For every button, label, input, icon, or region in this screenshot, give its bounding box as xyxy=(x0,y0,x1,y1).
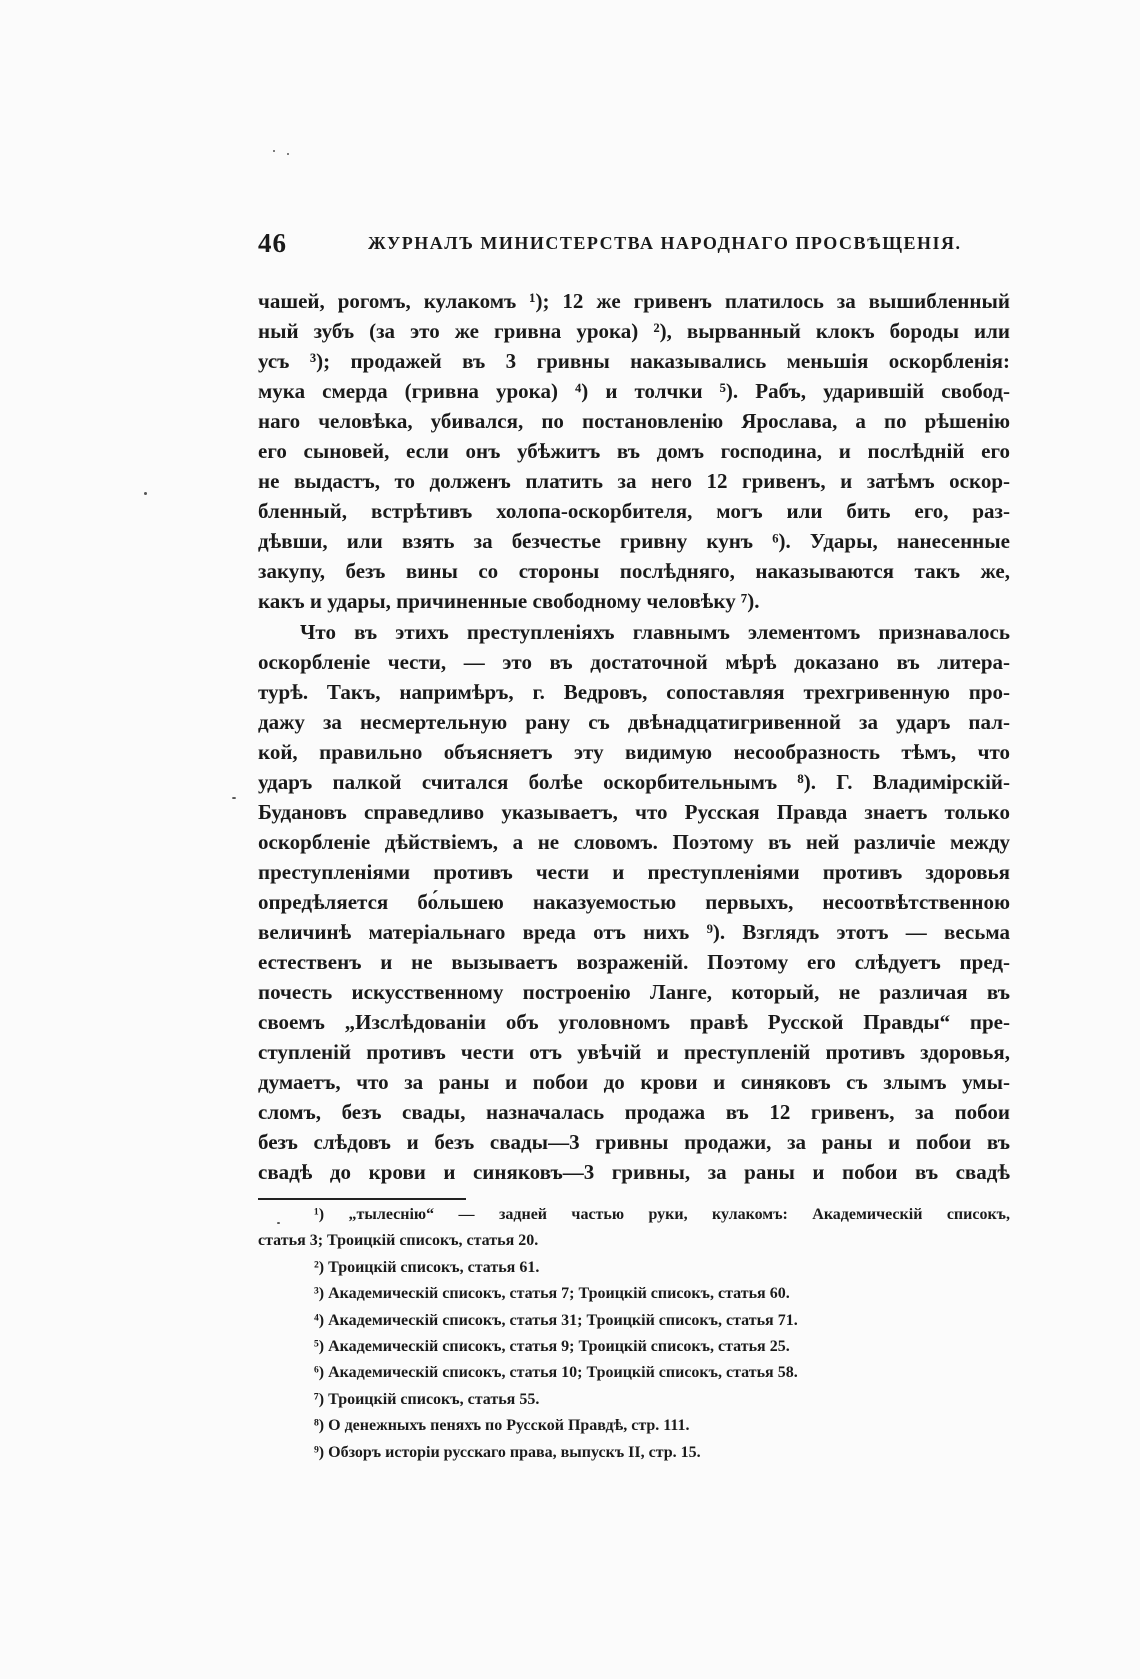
text-line: Что въ этихъ преступленіяхъ главнымъ элементомъ признавалось xyxy=(300,619,1010,644)
text-line: усъ ³); продажей въ 3 гривны наказывались меньшія оскорбленія: xyxy=(258,349,1010,374)
text-line: турѣ. Такъ, напримѣръ, г. Ведровъ, сопоставляя трехгривенную про- xyxy=(258,679,1010,704)
footnotes xyxy=(258,1202,1010,1466)
footnote-line: ⁸) О денежныхъ пеняхъ по Русской Правдѣ, стр. 111. xyxy=(314,1417,690,1435)
text-line: дажу за несмертельную рану съ двѣнадцатигривенной за ударъ пал- xyxy=(258,709,1010,734)
footnote-divider xyxy=(258,1198,466,1200)
footnote-line: статья 3; Троицкій списокъ, статья 20. xyxy=(258,1232,539,1250)
footnote-line: ²) Троицкій списокъ, статья 61. xyxy=(314,1258,540,1276)
scan-speck xyxy=(232,797,236,799)
text-line: дѣвши, или взять за безчестье гривну кунъ ⁶). Удары, нанесенные xyxy=(258,529,1010,554)
text-line: сломъ, безъ свады, назначалась продажа въ 12 гривенъ, за побои xyxy=(258,1100,1010,1125)
text-line: оскорбленіе чести, — это въ достаточной мѣрѣ доказано въ литера- xyxy=(258,649,1010,674)
text-line: безъ слѣдовъ и безъ свады—3 гривны продажи, за раны и побои въ xyxy=(258,1130,1010,1155)
page-header xyxy=(258,228,1010,262)
text-line: не выдастъ, то долженъ платить за него 12 гривенъ, и затѣмъ оскор- xyxy=(258,469,1010,494)
text-line: свадѣ до крови и синяковъ—3 гривны, за раны и побои въ свадѣ xyxy=(258,1160,1010,1185)
text-line: величинѣ матеріальнаго вреда отъ нихъ ⁹). Взглядъ этотъ — весьма xyxy=(258,919,1010,944)
scan-speck xyxy=(287,153,289,155)
text-line: ударъ палкой считался болѣе оскорбительнымъ ⁸). Г. Владимірскій- xyxy=(258,769,1010,794)
text-line: естественъ и не вызываетъ возраженій. Поэтому его слѣдуетъ пред- xyxy=(258,950,1010,975)
text-line: закупу, безъ вины со стороны послѣдняго, наказываются такъ же, xyxy=(258,559,1010,584)
text-line: опредѣляется бо́льшею наказуемостью первыхъ, несоотвѣтственною xyxy=(258,889,1010,914)
text-line: Будановъ справедливо указываетъ, что Русская Правда знаетъ только xyxy=(258,799,1010,824)
text-line: какъ и удары, причиненные свободному человѣку ⁷). xyxy=(258,589,760,614)
running-title: ЖУРНАЛЪ МИНИСТЕРСТВА НАРОДНАГО ПРОСВѢЩЕНІЯ. xyxy=(368,233,962,253)
text-line: своемъ „Изслѣдованіи объ уголовномъ правѣ Русской Правды“ пре- xyxy=(258,1010,1010,1035)
page-number: 46 xyxy=(258,228,287,258)
text-line: его сыновей, если онъ убѣжитъ въ домъ господина, и послѣдній его xyxy=(258,439,1010,464)
text-line: ный зубъ (за это же гривна урока) ²), вырванный клокъ бороды или xyxy=(258,319,1010,344)
footnote-line: ⁵) Академическій списокъ, статья 9; Троицкій списокъ, статья 25. xyxy=(314,1337,790,1355)
footnote-line: ⁶) Академическій списокъ, статья 10; Троицкій списокъ, статья 58. xyxy=(314,1364,798,1382)
footnote-line: ³) Академическій списокъ, статья 7; Троицкій списокъ, статья 60. xyxy=(314,1285,790,1303)
main-text xyxy=(258,286,1010,1187)
scan-speck xyxy=(273,150,275,152)
text-line: наго человѣка, убивался, по постановленію Ярослава, а по рѣшенію xyxy=(258,409,1010,434)
footnote-line: ⁴) Академическій списокъ, статья 31; Троицкій списокъ, статья 71. xyxy=(314,1311,798,1329)
text-line: почесть искусственному построенію Ланге, который, не различая въ xyxy=(258,980,1010,1005)
footnote-line: ¹) „тылеснію“ — задней частью руки, кулакомъ: Академическій списокъ, xyxy=(314,1206,1010,1223)
text-line: чашей, рогомъ, кулакомъ ¹); 12 же гривенъ платилось за вышибленный xyxy=(258,289,1010,313)
text-line: кой, правильно объясняетъ эту видимую несообразность тѣмъ, что xyxy=(258,739,1010,764)
text-line: мука смерда (гривна урока) ⁴) и толчки ⁵). Рабъ, ударившій свобод- xyxy=(258,379,1010,404)
text-line: преступленіями противъ чести и преступленіями противъ здоровья xyxy=(258,859,1010,884)
footnote-line: ⁷) Троицкій списокъ, статья 55. xyxy=(314,1390,540,1408)
text-line: оскорбленіе дѣйствіемъ, а не словомъ. Поэтому въ ней различіе между xyxy=(258,829,1010,854)
text-line: думаетъ, что за раны и побои до крови и синяковъ съ злымъ умы- xyxy=(258,1070,1010,1095)
text-line: бленный, встрѣтивъ холопа-оскорбителя, могъ или бить его, раз- xyxy=(258,499,1010,524)
scan-speck xyxy=(144,492,147,495)
footnote-line: ⁹) Обзоръ исторіи русскаго права, выпускъ II, стр. 15. xyxy=(314,1443,701,1461)
text-line: ступленій противъ чести отъ увѣчій и преступленій противъ здоровья, xyxy=(258,1040,1010,1065)
